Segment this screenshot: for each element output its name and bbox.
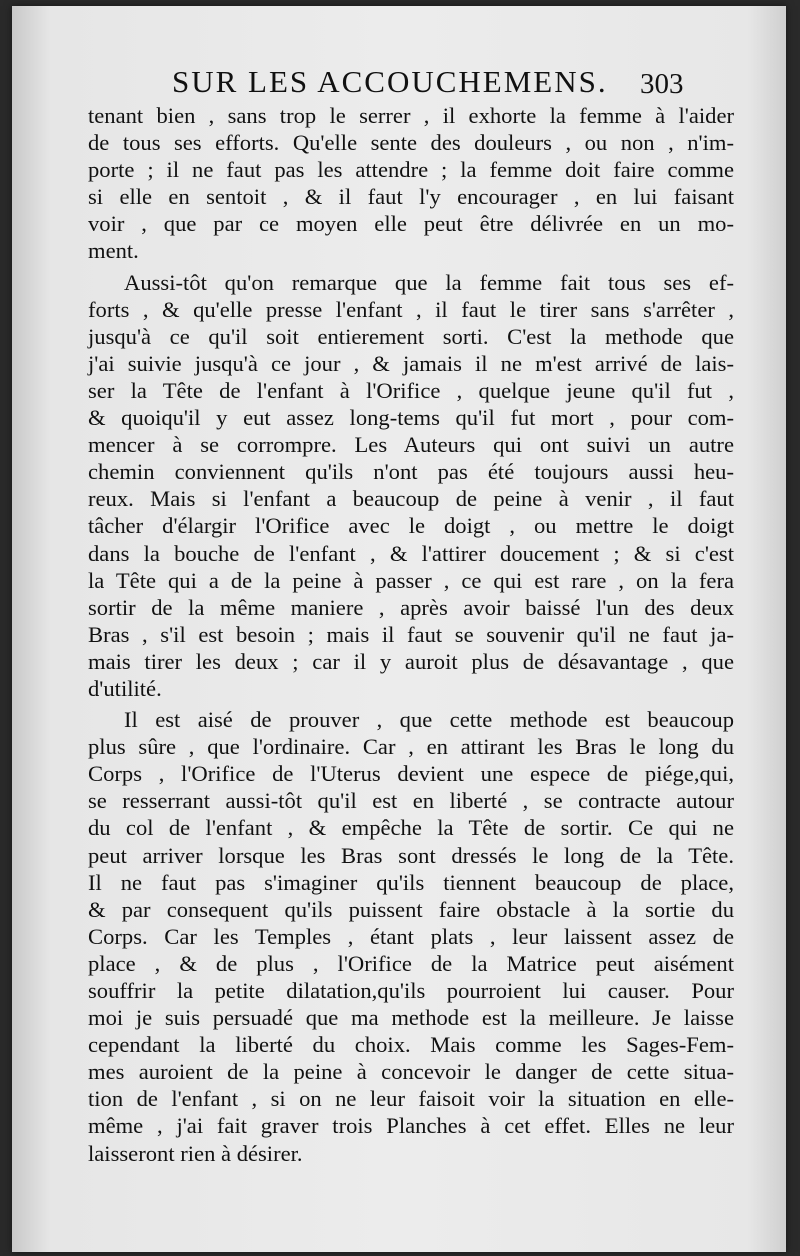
text-line: & par consequent qu'ils puissent faire obstacle à la sortie du [88, 896, 734, 922]
page-number: 303 [640, 68, 684, 100]
text-line: Bras , s'il est besoin ; mais il faut se souvenir qu'il ne faut ja- [88, 621, 734, 647]
text-line: porte ; il ne faut pas les attendre ; la femme doit faire comme [88, 157, 734, 183]
text-line: reux. Mais si l'enfant a beaucoup de peine à venir , il faut [88, 486, 734, 512]
text-line: mes auroient de la peine à concevoir le danger de cette situa- [88, 1059, 734, 1085]
text-line: j'ai suivie jusqu'à ce jour , & jamais il ne m'est arrivé de lais- [88, 350, 734, 376]
text-line: la Tête qui a de la peine à passer , ce qui est rare , on la fera [88, 567, 734, 593]
text-line: Corps. Car les Temples , étant plats , leur laissent assez de [88, 923, 734, 949]
text-line: Corps , l'Orifice de l'Uterus devient une espece de piége,qui, [88, 761, 734, 787]
body-text [88, 102, 734, 1167]
text-line: ment. [88, 238, 139, 264]
text-line: ser la Tête de l'enfant à l'Orifice , quelque jeune qu'il fut , [88, 377, 734, 403]
text-line: tenant bien , sans trop le serrer , il exhorte la femme à l'aider [88, 103, 734, 128]
text-line: cependant la liberté du choix. Mais comme les Sages-Fem- [88, 1032, 734, 1058]
text-line: du col de l'enfant , & empêche la Tête de sortir. Ce qui ne [88, 815, 734, 841]
paragraph [88, 706, 734, 1167]
text-line: se resserrant aussi-tôt qu'il est en liberté , se contracte autour [88, 788, 734, 814]
text-line: chemin conviennent qu'ils n'ont pas été toujours aussi heu- [88, 459, 734, 485]
text-line: si elle en sentoit , & il faut l'y encourager , en lui faisant [88, 184, 734, 210]
text-line: souffrir la petite dilatation,qu'ils pourroient lui causer. Pour [88, 978, 734, 1003]
text-line: même , j'ai fait graver trois Planches à cet effet. Elles ne leur [88, 1113, 734, 1139]
text-line: Il ne faut pas s'imaginer qu'ils tiennent beaucoup de place, [88, 869, 734, 895]
text-line: plus sûre , que l'ordinaire. Car , en attirant les Bras le long du [88, 734, 734, 760]
text-line: forts , & qu'elle presse l'enfant , il faut le tirer sans s'arrêter , [88, 296, 734, 322]
text-line: mais tirer les deux ; car il y auroit plus de désavantage , que [88, 648, 734, 674]
text-line: Il est aisé de prouver , que cette methode est beaucoup [124, 707, 734, 733]
text-line: peut arriver lorsque les Bras sont dressés le long de la Tête. [88, 842, 734, 868]
text-line: jusqu'à ce qu'il soit entierement sorti. C'est la methode que [88, 323, 734, 349]
text-line: voir , que par ce moyen elle peut être délivrée en un mo- [88, 211, 734, 237]
running-head: SUR LES ACCOUCHEMENS. [172, 64, 608, 99]
text-line: d'utilité. [88, 675, 162, 701]
text-line: de tous ses efforts. Qu'elle sente des douleurs , ou non , n'im- [88, 130, 734, 156]
text-line: tion de l'enfant , si on ne leur faisoit voir la situation en elle- [88, 1086, 734, 1112]
text-line: dans la bouche de l'enfant , & l'attirer doucement ; & si c'est [88, 540, 734, 566]
text-line: place , & de plus , l'Orifice de la Matrice peut aisément [88, 950, 734, 976]
paragraph [88, 269, 734, 703]
paragraph [88, 102, 734, 265]
text-line: Aussi-tôt qu'on remarque que la femme fait tous ses ef- [124, 269, 734, 295]
text-line: tâcher d'élargir l'Orifice avec le doigt , ou mettre le doigt [88, 513, 734, 539]
book-page [12, 6, 786, 1252]
text-line: laisseront rien à désirer. [88, 1140, 303, 1166]
text-line: moi je suis persuadé que ma methode est la meilleure. Je laisse [88, 1005, 734, 1031]
text-line: sortir de la même maniere , après avoir baissé l'un des deux [88, 594, 734, 620]
text-line: mencer à se corrompre. Les Auteurs qui ont suivi un autre [88, 432, 734, 458]
text-line: & quoiqu'il y eut assez long-tems qu'il fut mort , pour com- [88, 405, 734, 431]
